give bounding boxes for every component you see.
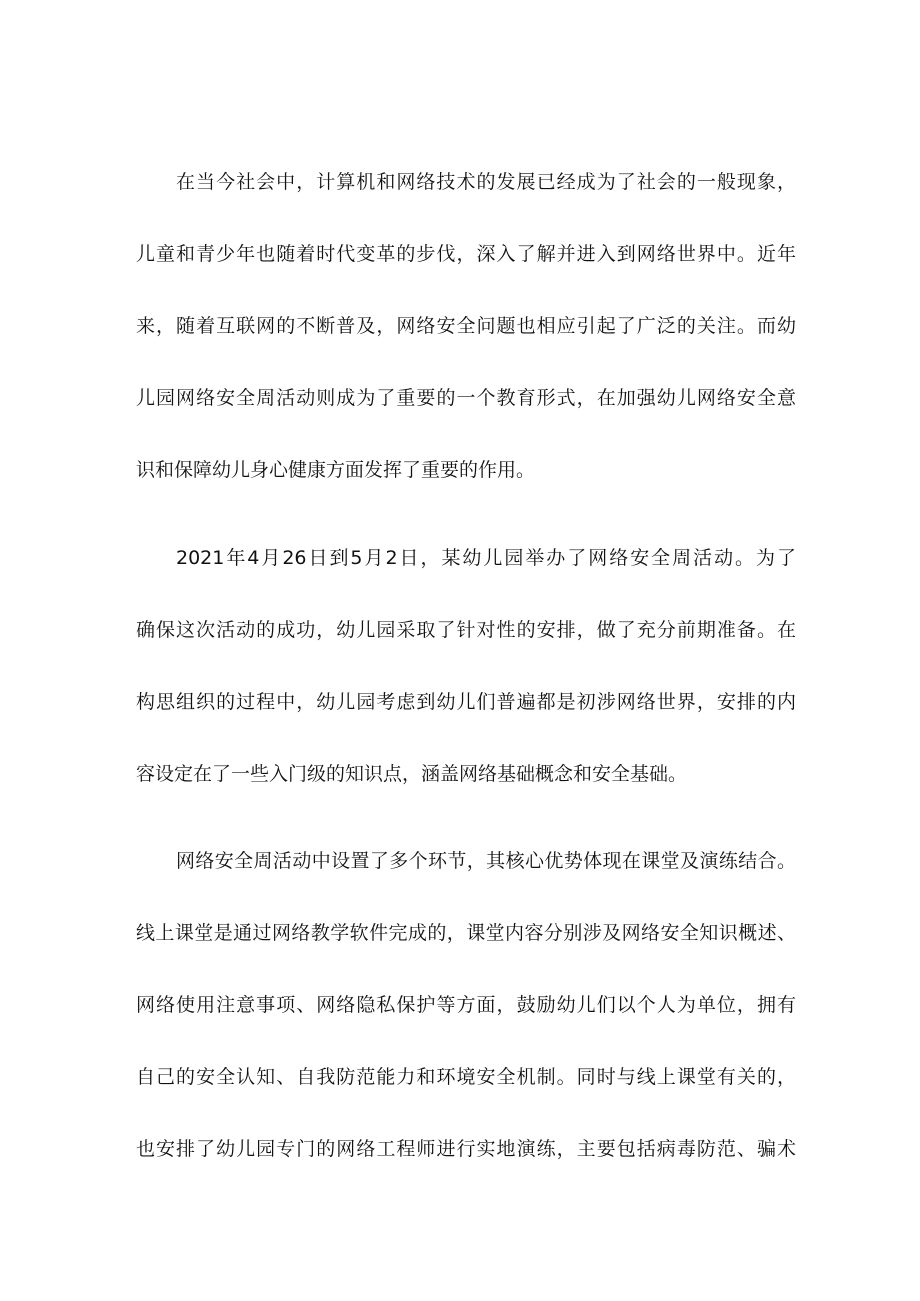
paragraph-line: 来，随着互联网的不断普及，网络安全问题也相应引起了广泛的关注。而幼	[136, 315, 796, 337]
paragraph-line: 构思组织的过程中，幼儿园考虑到幼儿们普遍都是初涉网络世界，安排的内	[136, 691, 796, 713]
paragraph-line: 2021年4月26日到5月2日，某幼儿园举办了网络安全周活动。为了	[176, 547, 796, 569]
paragraph-line: 容设定在了一些入门级的知识点，涵盖网络基础概念和安全基础。	[136, 763, 688, 785]
paragraph-line: 网络安全周活动中设置了多个环节，其核心优势体现在课堂及演练结合。	[176, 850, 796, 872]
paragraph-line: 确保这次活动的成功，幼儿园采取了针对性的安排，做了充分前期准备。在	[136, 619, 796, 641]
paragraph-line: 在当今社会中，计算机和网络技术的发展已经成为了社会的一般现象，	[176, 171, 796, 193]
paragraph-line: 儿童和青少年也随着时代变革的步伐，深入了解并进入到网络世界中。近年	[136, 243, 796, 265]
paragraph-line: 线上课堂是通过网络教学软件完成的，课堂内容分别涉及网络安全知识概述、	[136, 922, 796, 944]
paragraph-line: 识和保障幼儿身心健康方面发挥了重要的作用。	[136, 459, 536, 481]
paragraph-line: 儿园网络安全周活动则成为了重要的一个教育形式，在加强幼儿网络安全意	[136, 387, 796, 409]
paragraph-line: 自己的安全认知、自我防范能力和环境安全机制。同时与线上课堂有关的，	[136, 1066, 796, 1088]
paragraph-line: 也安排了幼儿园专门的网络工程师进行实地演练，主要包括病毒防范、骗术	[136, 1138, 796, 1160]
paragraph-line: 网络使用注意事项、网络隐私保护等方面，鼓励幼儿们以个人为单位，拥有	[136, 994, 796, 1016]
